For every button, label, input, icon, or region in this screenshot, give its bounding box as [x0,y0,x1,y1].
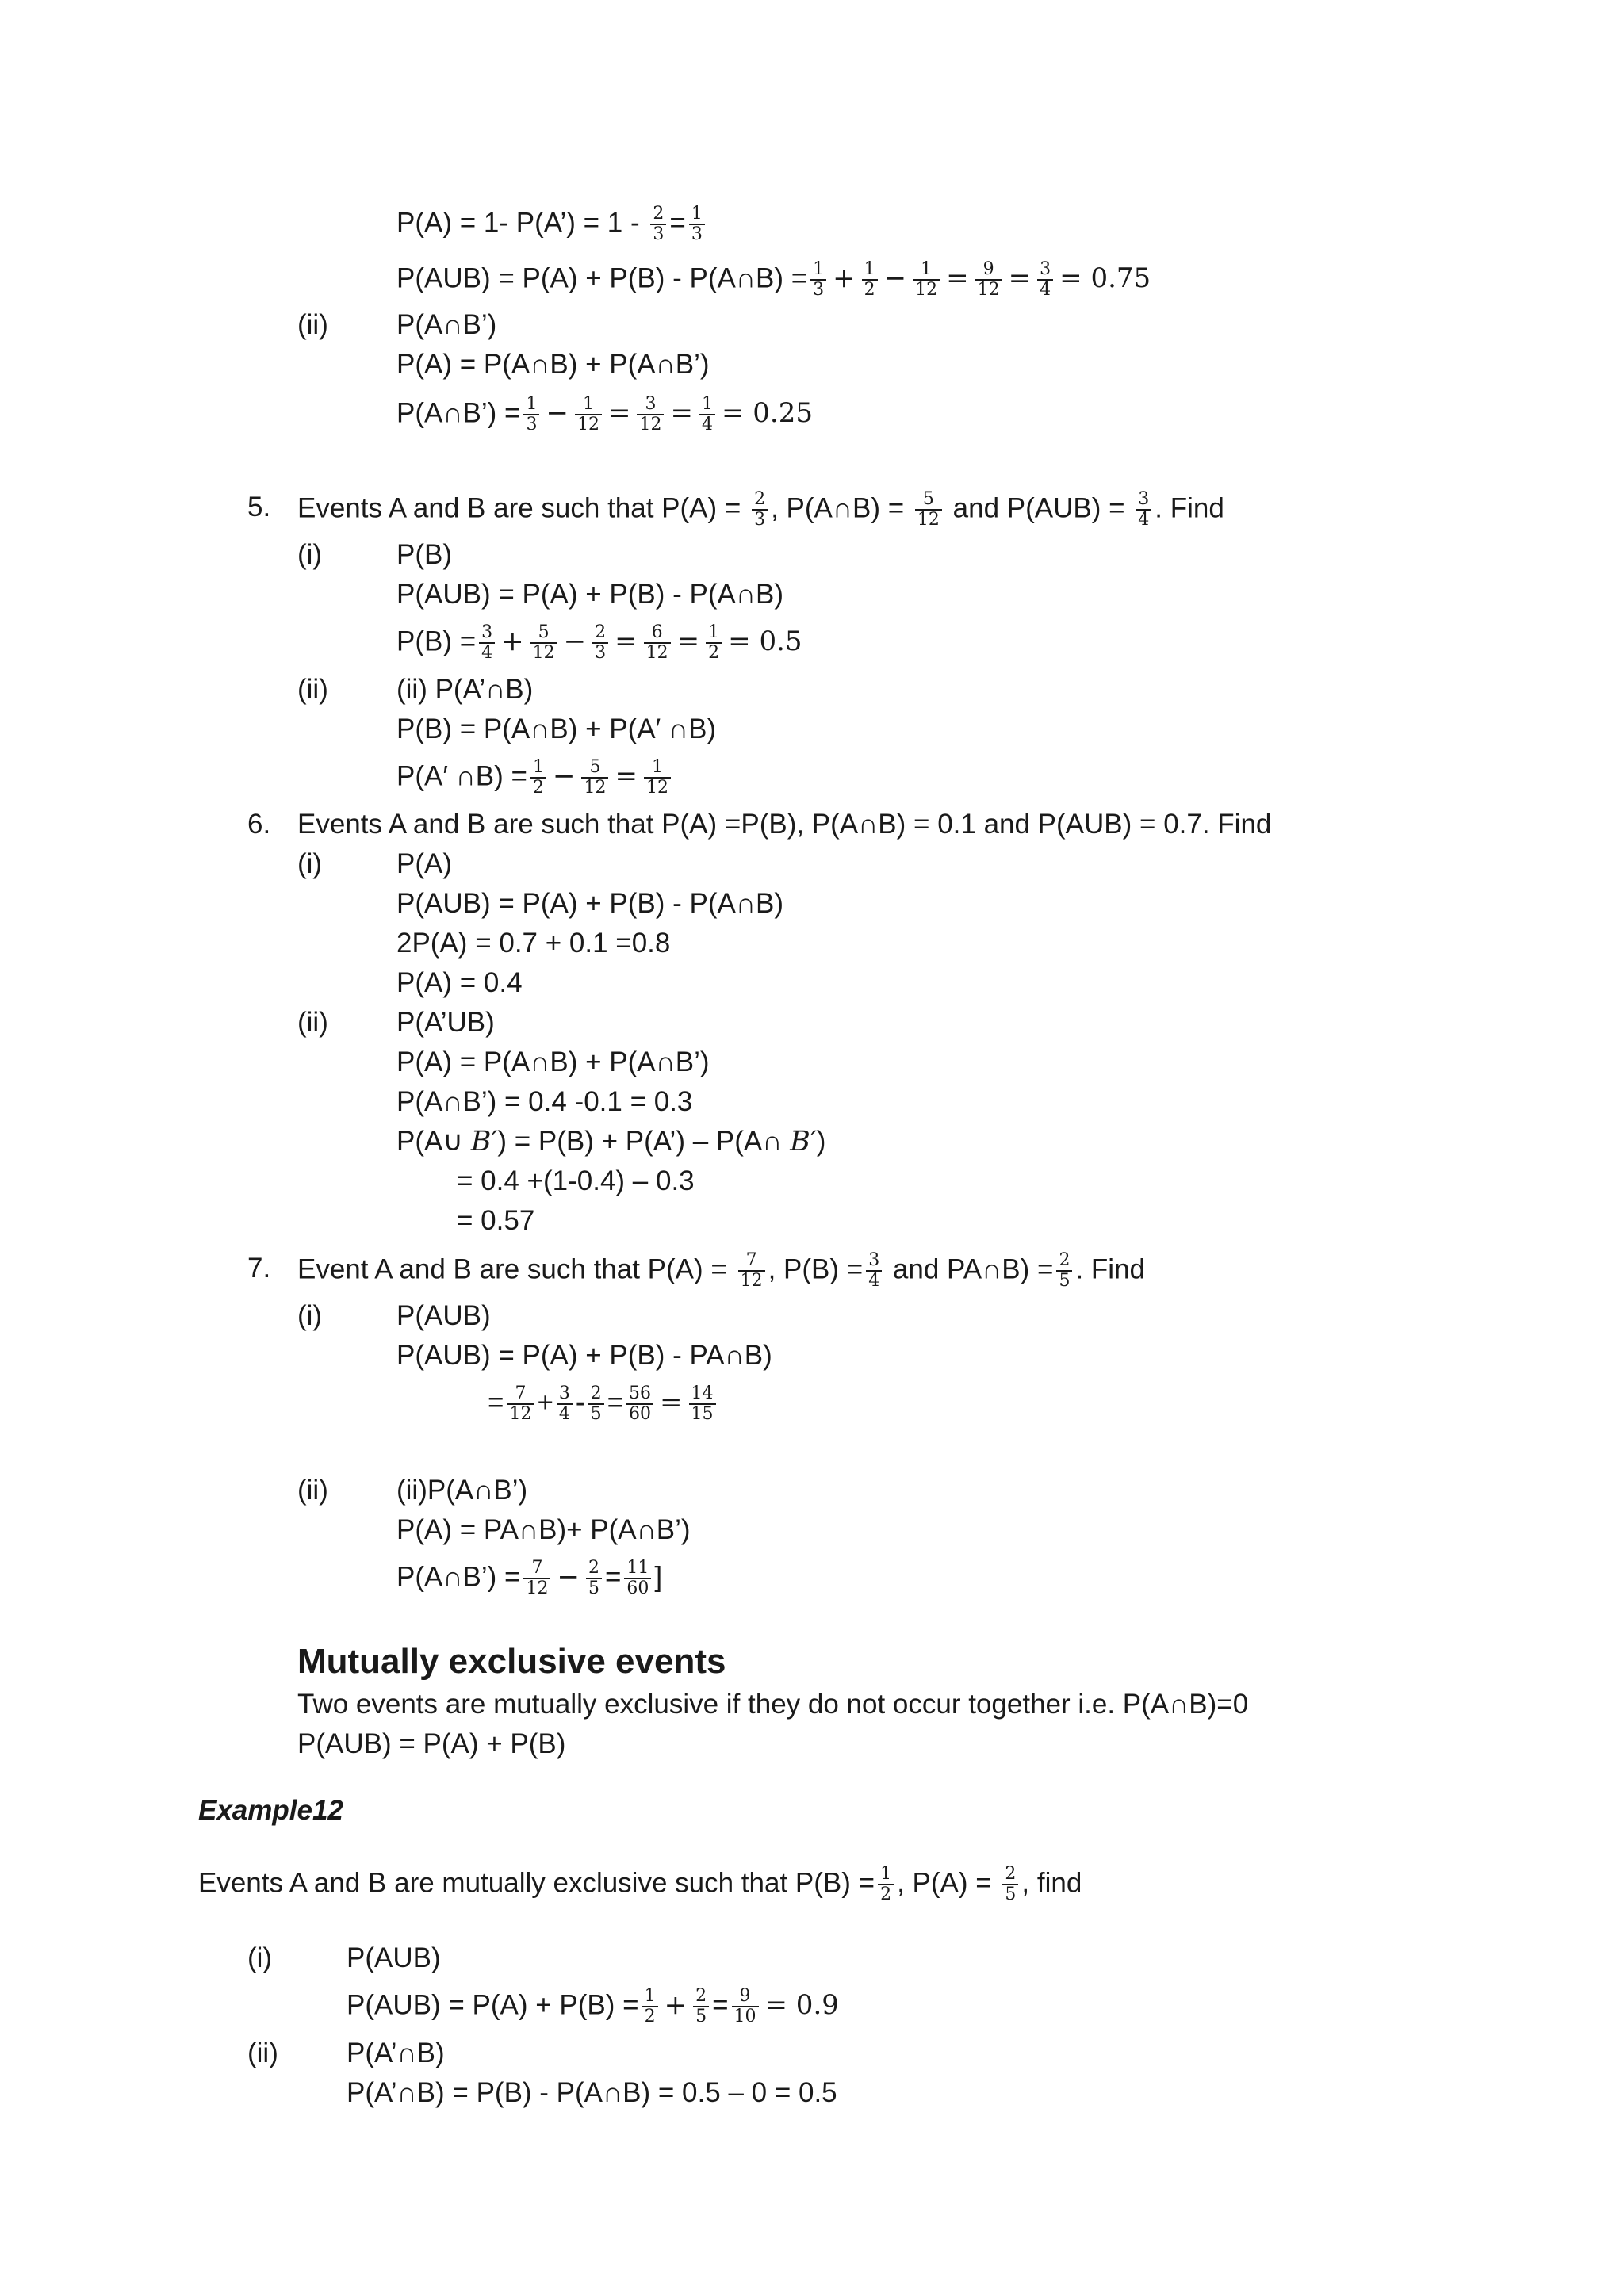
q6-line-calc: = 0.4 +(1-0.4) – 0.3 [457,1165,695,1196]
q4-line-paub: P(AUB) = P(A) + P(B) - P(A∩B) = $\frac{1}{3}$ + $\frac{1}{2}$ − $\frac{1}{12}$ = $\frac{9}{12}$ = $\frac{3}{4}$ = 0.75 [396,259,1151,300]
q7-line-paub: P(AUB) = P(A) + P(B) - PA∩B) [396,1340,772,1371]
example-title: Example12 [198,1795,343,1826]
q6-line-pa: P(A) = 0.4 [396,967,523,998]
q4-line-pa-sum: P(A) = P(A∩B) + P(A∩B’) [396,349,710,380]
q7-statement: Event A and B are such that P(A) = $\frac{7}{12}$ , P(B) = $\frac{3}{4}$ and PA∩B) = $\frac{2}{5}$ . Find [297,1250,1146,1291]
q4-line-pa: P(A) = 1- P(A’) = 1 - $\frac{2}{3}$ = $\frac{1}{3}$ [396,205,708,244]
q7-i-label: (i) [297,1300,323,1331]
fraction: $\frac{2}{3}$ [592,623,608,663]
fraction: $\frac{5}{12}$ [530,623,557,663]
fraction: $\frac{3}{4}$ [479,623,495,663]
fraction: $\frac{1}{2}$ [642,1987,658,2026]
example-line-paub: P(AUB) = P(A) + P(B) = $\frac{1}{2}$ + $\frac{2}{5}$ = $\frac{9}{10}$ = 0.9 [347,1986,839,2026]
example-line-panb: P(A’∩B) = P(B) - P(A∩B) = 0.5 – 0 = 0.5 [347,2077,837,2108]
q7-line-pa-sum: P(A) = PA∩B)+ P(A∩B’) [396,1514,691,1545]
fraction: $\frac{2}{3}$ [650,205,666,244]
q5-line-panb: P(A′ ∩B) = $\frac{1}{2}$ − $\frac{5}{12}$ = $\frac{1}{12}$ [396,758,674,798]
q4-ii-label: (ii) [297,309,328,340]
q6-line-pa-sum: P(A) = P(A∩B) + P(A∩B’) [396,1047,710,1077]
q5-ii-label: (ii) [297,674,328,705]
q6-number: 6. [247,809,271,840]
fraction: $\frac{1}{2}$ [862,260,878,300]
q6-line-panb: P(A∩B’) = 0.4 -0.1 = 0.3 [396,1086,693,1117]
fraction: $\frac{7}{12}$ [523,1559,550,1598]
example-ii-title: P(A’∩B) [347,2038,445,2068]
fraction: $\frac{2}{3}$ [752,490,768,530]
fraction: $\frac{1}{2}$ [706,623,722,663]
q5-line-pb: P(B) = $\frac{3}{4}$ + $\frac{5}{12}$ − $\frac{2}{3}$ = $\frac{6}{12}$ = $\frac{1}{2}$ = 0.5 [396,622,802,663]
fraction: $\frac{3}{4}$ [1037,260,1053,300]
q6-line-paub: P(AUB) = P(A) + P(B) - P(A∩B) [396,888,784,919]
q6-ii-title: P(A’UB) [396,1007,495,1038]
fraction: $\frac{1}{3}$ [810,260,826,300]
fraction: $\frac{5}{12}$ [581,758,608,798]
q6-statement: Events A and B are such that P(A) =P(B), P(A∩B) = 0.1 and P(AUB) = 0.7. Find [297,809,1272,840]
q7-number: 7. [247,1253,271,1284]
fraction: $\frac{1}{2}$ [878,1865,894,1904]
fraction: $\frac{9}{12}$ [975,260,1002,300]
example-ii-label: (ii) [247,2038,278,2068]
fraction: $\frac{56}{60}$ [626,1384,653,1424]
q6-i-title: P(A) [396,848,452,879]
fraction: $\frac{1}{3}$ [523,395,539,434]
fraction: $\frac{3}{4}$ [866,1251,882,1291]
q5-ii-title: (ii) P(A’∩B) [396,674,534,705]
q5-line-paub: P(AUB) = P(A) + P(B) - P(A∩B) [396,579,784,610]
fraction: $\frac{1}{2}$ [530,758,546,798]
fraction: $\frac{1}{12}$ [575,395,602,434]
q5-line-pb-sum: P(B) = P(A∩B) + P(A′ ∩B) [396,714,717,744]
fraction: $\frac{3}{12}$ [637,395,664,434]
q6-line-2pa: 2P(A) = 0.7 + 0.1 =0.8 [396,928,671,959]
q4-ii-title: P(A∩B’) [396,309,497,340]
q6-i-label: (i) [297,848,323,879]
fraction: $\frac{2}{5}$ [1056,1251,1072,1291]
fraction: $\frac{11}{60}$ [624,1559,651,1598]
q6-line-result: = 0.57 [457,1205,535,1236]
q4-line-panb: P(A∩B’) = $\frac{1}{3}$ − $\frac{1}{12}$ = $\frac{3}{12}$ = $\frac{1}{4}$ = 0.25 [396,394,813,434]
fraction: $\frac{2}{5}$ [693,1987,709,2026]
mutual-definition: Two events are mutually exclusive if they do not occur together i.e. P(A∩B)=0 [297,1689,1249,1720]
fraction: $\frac{3}{4}$ [1136,490,1151,530]
fraction: $\frac{9}{10}$ [732,1987,759,2026]
example-i-label: (i) [247,1942,273,1973]
fraction: $\frac{6}{12}$ [644,623,671,663]
q6-line-paub-prime: P(A∪ B′) = P(B) + P(A’) – P(A∩ B′) [396,1126,826,1158]
fraction: $\frac{1}{3}$ [689,205,705,244]
fraction: $\frac{1}{12}$ [644,758,671,798]
q7-ii-label: (ii) [297,1475,328,1506]
fraction: $\frac{2}{5}$ [1002,1865,1018,1904]
fraction: $\frac{1}{12}$ [913,260,940,300]
q5-i-title: P(B) [396,539,452,570]
q7-line-calc: = $\frac{7}{12}$ + $\frac{3}{4}$ - $\frac{2}{5}$ = $\frac{56}{60}$ = $\frac{14}{15}$ [488,1384,719,1424]
fraction: $\frac{3}{4}$ [557,1384,573,1424]
fraction: $\frac{2}{5}$ [586,1559,602,1598]
q7-ii-title: (ii)P(A∩B’) [396,1475,528,1506]
example-statement: Events A and B are mutually exclusive such that P(B) = $\frac{1}{2}$ , P(A) = $\frac{2}{5}$ , find [198,1864,1082,1904]
q7-line-panb: P(A∩B’) = $\frac{7}{12}$ − $\frac{2}{5}$ = $\frac{11}{60}$ ] [396,1558,663,1598]
q5-statement: Events A and B are such that P(A) = $\frac{2}{3}$ , P(A∩B) = $\frac{5}{12}$ and P(AUB) = $\frac{3}{4}$ . Find [297,489,1224,530]
section-heading: Mutually exclusive events [297,1642,726,1681]
q5-i-label: (i) [297,539,323,570]
fraction: $\frac{7}{12}$ [507,1384,534,1424]
example-i-title: P(AUB) [347,1942,441,1973]
fraction: $\frac{2}{5}$ [588,1384,604,1424]
fraction: $\frac{1}{4}$ [699,395,715,434]
q6-ii-label: (ii) [297,1007,328,1038]
fraction: $\frac{7}{12}$ [738,1251,765,1291]
q5-number: 5. [247,492,271,522]
fraction: $\frac{14}{15}$ [689,1384,716,1424]
fraction: $\frac{5}{12}$ [915,490,942,530]
mutual-formula: P(AUB) = P(A) + P(B) [297,1728,566,1759]
q7-i-title: P(AUB) [396,1300,491,1331]
